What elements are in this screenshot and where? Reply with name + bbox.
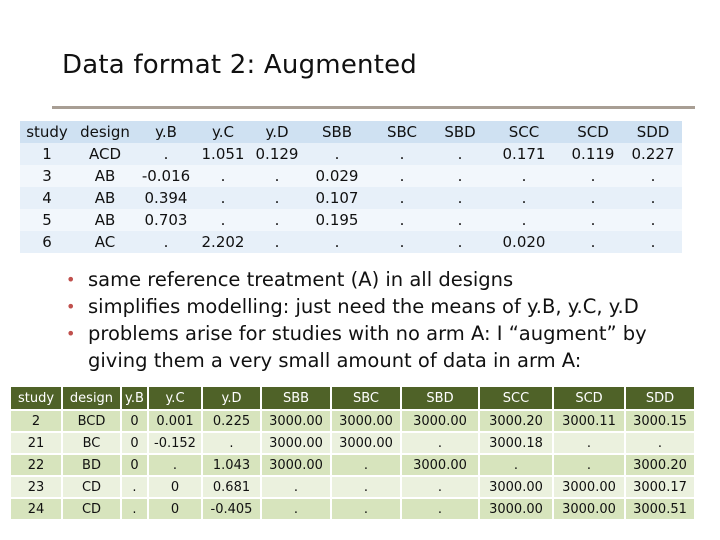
data-table-top bbox=[20, 121, 682, 253]
table-cell: 22 bbox=[11, 455, 61, 475]
slide-title: Data format 2: Augmented bbox=[62, 50, 417, 80]
table-cell: 0.703 bbox=[136, 209, 196, 231]
table-cell: 0 bbox=[122, 455, 147, 475]
header-cell: SDD bbox=[624, 121, 682, 143]
table-cell: . bbox=[402, 433, 478, 453]
table-cell: . bbox=[402, 499, 478, 519]
table-cell: AB bbox=[74, 209, 136, 231]
table-cell: ACD bbox=[74, 143, 136, 165]
table-cell: 4 bbox=[20, 187, 74, 209]
header-cell: study bbox=[20, 121, 74, 143]
table-cell: 2 bbox=[11, 411, 61, 431]
table-cell: 23 bbox=[11, 477, 61, 497]
table-cell: 1.051 bbox=[196, 143, 250, 165]
table-cell: . bbox=[624, 165, 682, 187]
header-cell: SDD bbox=[626, 387, 694, 409]
table-cell: 0.107 bbox=[304, 187, 370, 209]
table-cell: 0 bbox=[149, 477, 201, 497]
table-cell: . bbox=[250, 231, 304, 253]
table-cell: 0.681 bbox=[203, 477, 260, 497]
table-cell: . bbox=[149, 455, 201, 475]
header-cell: y.D bbox=[203, 387, 260, 409]
table-cell: . bbox=[562, 165, 624, 187]
table-cell: . bbox=[554, 455, 624, 475]
table-cell: . bbox=[332, 499, 400, 519]
table-cell: . bbox=[304, 231, 370, 253]
table-cell: . bbox=[370, 231, 434, 253]
table-cell: . bbox=[434, 209, 486, 231]
table-row bbox=[11, 499, 694, 519]
table-header-row bbox=[20, 121, 682, 143]
bullet-list bbox=[66, 266, 686, 374]
table-cell: 0 bbox=[122, 411, 147, 431]
table-cell: 0.020 bbox=[486, 231, 562, 253]
table-cell: 0.394 bbox=[136, 187, 196, 209]
table-cell: . bbox=[250, 209, 304, 231]
table-cell: 0.225 bbox=[203, 411, 260, 431]
table-cell: 0 bbox=[122, 433, 147, 453]
table-cell: . bbox=[486, 187, 562, 209]
header-cell: SBC bbox=[370, 121, 434, 143]
title-divider bbox=[52, 106, 695, 109]
table-cell: . bbox=[562, 231, 624, 253]
table-cell: 21 bbox=[11, 433, 61, 453]
table-cell: -0.152 bbox=[149, 433, 201, 453]
table-cell: -0.405 bbox=[203, 499, 260, 519]
bullet-item bbox=[66, 293, 686, 320]
table-cell: . bbox=[122, 477, 147, 497]
table-cell: 6 bbox=[20, 231, 74, 253]
table-cell: CD bbox=[63, 499, 120, 519]
table-cell: 3000.00 bbox=[554, 477, 624, 497]
table-cell: . bbox=[480, 455, 552, 475]
table-cell: CD bbox=[63, 477, 120, 497]
table-cell: . bbox=[370, 209, 434, 231]
table-cell: 0.119 bbox=[562, 143, 624, 165]
table-cell: 3000.15 bbox=[626, 411, 694, 431]
table-cell: 0.171 bbox=[486, 143, 562, 165]
header-cell: y.B bbox=[122, 387, 147, 409]
bullet-text: same reference treatment (A) in all designs bbox=[88, 268, 514, 291]
bullet-dot-icon: • bbox=[66, 324, 76, 343]
table-row bbox=[11, 433, 694, 453]
table-cell: 0.001 bbox=[149, 411, 201, 431]
table-cell: . bbox=[434, 231, 486, 253]
table-cell: 3000.00 bbox=[402, 411, 478, 431]
table-cell: 3000.00 bbox=[332, 411, 400, 431]
header-cell: SBD bbox=[434, 121, 486, 143]
table-header-row bbox=[11, 387, 694, 409]
table-cell: . bbox=[402, 477, 478, 497]
header-cell: design bbox=[74, 121, 136, 143]
table-cell: BCD bbox=[63, 411, 120, 431]
table-cell: . bbox=[486, 165, 562, 187]
header-cell: y.C bbox=[196, 121, 250, 143]
table-cell: . bbox=[262, 499, 330, 519]
table-cell: . bbox=[136, 143, 196, 165]
header-cell: y.B bbox=[136, 121, 196, 143]
table-cell: . bbox=[624, 187, 682, 209]
bullet-item bbox=[66, 266, 686, 293]
header-cell: SBC bbox=[332, 387, 400, 409]
table-cell: -0.016 bbox=[136, 165, 196, 187]
table-cell: 3000.00 bbox=[262, 455, 330, 475]
table-cell: 1 bbox=[20, 143, 74, 165]
table-cell: 3000.00 bbox=[480, 499, 552, 519]
table-cell: . bbox=[304, 143, 370, 165]
table-cell: 3000.20 bbox=[626, 455, 694, 475]
table-row bbox=[11, 455, 694, 475]
table-cell: 3000.11 bbox=[554, 411, 624, 431]
table-cell: 3000.18 bbox=[480, 433, 552, 453]
table-cell: . bbox=[624, 209, 682, 231]
table-cell: 3000.00 bbox=[554, 499, 624, 519]
table-cell: . bbox=[486, 209, 562, 231]
table-cell: 2.202 bbox=[196, 231, 250, 253]
table-cell: 0.129 bbox=[250, 143, 304, 165]
header-cell: y.D bbox=[250, 121, 304, 143]
bullet-dot-icon: • bbox=[66, 270, 76, 289]
table-cell: . bbox=[332, 477, 400, 497]
table-cell: . bbox=[562, 209, 624, 231]
table-cell: . bbox=[136, 231, 196, 253]
bullet-text: simplifies modelling: just need the means of y.B, y.C, y.D bbox=[88, 295, 639, 318]
table-cell: BD bbox=[63, 455, 120, 475]
table-cell: 1.043 bbox=[203, 455, 260, 475]
table-cell: . bbox=[562, 187, 624, 209]
table-cell: . bbox=[203, 433, 260, 453]
table-row bbox=[20, 187, 682, 209]
table-cell: AB bbox=[74, 165, 136, 187]
table-cell: 3000.00 bbox=[332, 433, 400, 453]
table-row bbox=[20, 231, 682, 253]
header-cell: SCC bbox=[486, 121, 562, 143]
table-row bbox=[20, 209, 682, 231]
data-table-augmented bbox=[9, 385, 696, 521]
header-cell: study bbox=[11, 387, 61, 409]
table-cell: 0 bbox=[149, 499, 201, 519]
table-cell: AB bbox=[74, 187, 136, 209]
table-cell: . bbox=[434, 143, 486, 165]
table-cell: 3000.00 bbox=[262, 433, 330, 453]
table-cell: 24 bbox=[11, 499, 61, 519]
table-cell: . bbox=[434, 165, 486, 187]
header-cell: SBD bbox=[402, 387, 478, 409]
table-cell: . bbox=[196, 187, 250, 209]
table-cell: 0.227 bbox=[624, 143, 682, 165]
table-cell: 3000.17 bbox=[626, 477, 694, 497]
table-cell: . bbox=[624, 231, 682, 253]
table-cell: . bbox=[370, 165, 434, 187]
table-cell: 0.029 bbox=[304, 165, 370, 187]
table-cell: . bbox=[122, 499, 147, 519]
header-cell: SCC bbox=[480, 387, 552, 409]
header-cell: SBB bbox=[304, 121, 370, 143]
table-cell: 3000.00 bbox=[402, 455, 478, 475]
table-cell: 3000.20 bbox=[480, 411, 552, 431]
table-cell: . bbox=[370, 187, 434, 209]
table-cell: AC bbox=[74, 231, 136, 253]
table-row bbox=[11, 411, 694, 431]
table-row bbox=[20, 165, 682, 187]
table-cell: 3000.51 bbox=[626, 499, 694, 519]
table-cell: . bbox=[370, 143, 434, 165]
table-cell: . bbox=[554, 433, 624, 453]
table-cell: . bbox=[626, 433, 694, 453]
bullet-dot-icon: • bbox=[66, 297, 76, 316]
table-cell: 3 bbox=[20, 165, 74, 187]
table-cell: . bbox=[262, 477, 330, 497]
table-cell: . bbox=[250, 165, 304, 187]
table-cell: 5 bbox=[20, 209, 74, 231]
bullet-text: problems arise for studies with no arm A: I “augment” by giving them a very small amount of data in arm A: bbox=[88, 322, 647, 372]
bullet-item bbox=[66, 320, 686, 374]
table-cell: . bbox=[434, 187, 486, 209]
table-row bbox=[11, 477, 694, 497]
table-cell: BC bbox=[63, 433, 120, 453]
header-cell: design bbox=[63, 387, 120, 409]
table-cell: 3000.00 bbox=[262, 411, 330, 431]
table-cell: . bbox=[250, 187, 304, 209]
header-cell: SBB bbox=[262, 387, 330, 409]
table-row bbox=[20, 143, 682, 165]
table-cell: . bbox=[196, 165, 250, 187]
table-cell: 0.195 bbox=[304, 209, 370, 231]
table-cell: . bbox=[332, 455, 400, 475]
table-cell: 3000.00 bbox=[480, 477, 552, 497]
header-cell: SCD bbox=[562, 121, 624, 143]
header-cell: y.C bbox=[149, 387, 201, 409]
table-cell: . bbox=[196, 209, 250, 231]
header-cell: SCD bbox=[554, 387, 624, 409]
